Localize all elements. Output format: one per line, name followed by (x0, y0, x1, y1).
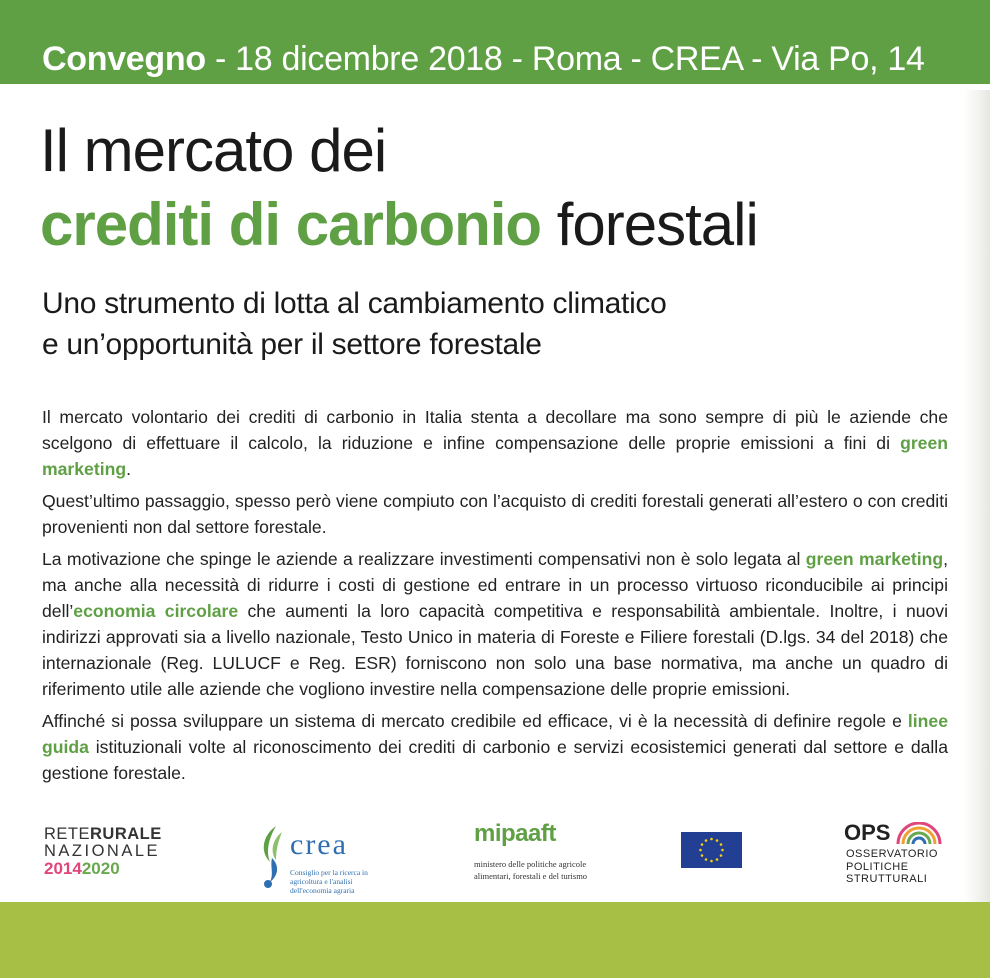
paragraph-3 (42, 546, 948, 702)
ops-sub-2: POLITICHE (846, 860, 909, 873)
p4-highlight: linee guida (42, 711, 948, 757)
p3-text-a: La motivazione che spinge le aziende a realizzare investimenti compensativi non è solo legata al (42, 549, 806, 569)
side-strip (964, 90, 990, 902)
p3-highlight-1: green marketing (805, 549, 944, 569)
p4-text-b: istituzionali volte al riconoscimento dei crediti di carbonio e servizi ecosistemici generati dal settore e dalla gestione forestale. (42, 737, 948, 783)
rrn-rete: RETE (44, 825, 91, 843)
crea-wordmark: crea (290, 828, 348, 861)
rrn-year-end: 2020 (81, 859, 120, 878)
rrn-years (44, 860, 162, 877)
rete-rurale-logo (44, 826, 162, 877)
title-line2 (40, 192, 758, 258)
p3-text-b: , ma anche alla necessità di ridurre i costi di gestione ed entrare in un processo virtuoso riconducibile ai principi dell’ (42, 549, 948, 621)
p1-text: Il mercato volontario dei crediti di carbonio in Italia stenta a decollare ma sono sempre di più le aziende che scelgono di effettuare il calcolo, la riduzione e infine compensazione delle proprie emissioni a fini di (42, 407, 948, 453)
paragraph-1 (42, 404, 948, 482)
mipaaft-wordmark: mipaaft (474, 820, 556, 847)
crea-subtitle: Consiglio per la ricerca in agricoltura e l'analisi dell'economia agraria (290, 868, 368, 895)
rrn-line1 (44, 826, 162, 843)
ops-wordmark: OPS (844, 820, 891, 845)
paragraph-4 (42, 708, 948, 786)
mipaaft-logo (474, 820, 594, 894)
crea-leaf-icon (256, 822, 290, 892)
ops-subtitle (846, 848, 938, 886)
subtitle-line2: e un’opportunità per il settore forestale (42, 328, 542, 361)
ops-logo (840, 820, 950, 894)
header-bar (0, 0, 990, 90)
subtitle-line1: Uno strumento di lotta al cambiamento climatico (42, 287, 667, 320)
p1-end: . (126, 459, 131, 479)
p4-text-a: Affinché si possa sviluppare un sistema di mercato credibile ed efficace, vi è la necessità di definire regole e (42, 711, 908, 731)
title-line1: Il mercato dei (40, 117, 387, 184)
p3-text-c: che aumenti la loro capacità competitiva e responsabilità ambientale. Inoltre, i nuovi indirizzi approvati sia a livello nazionale, Testo Unico in materia di Foreste e Filiere forestali (D.lgs. 34 del 2018) che internazionale (Reg. LULUCF e Reg. ESR) forniscono non solo una base normativa, ma anche un quadro di riferimento utile alle aziende che vogliono investire nella compensazione delle proprie emissioni. (42, 601, 948, 699)
title-rest: forestali (541, 191, 758, 258)
rrn-rurale: RURALE (90, 825, 162, 843)
title-highlight: crediti di carbonio (40, 191, 542, 258)
rrn-year-start: 2014 (44, 859, 82, 878)
event-details: - 18 dicembre 2018 - Roma - CREA - Via Po, 14 (205, 40, 925, 78)
rrn-nazionale: NAZIONALE (44, 842, 161, 860)
paragraph-2: Quest’ultimo passaggio, spesso però viene compiuto con l’acquisto di crediti forestali generati all’estero o con crediti provenienti non dal settore forestale. (42, 491, 948, 537)
crea-logo (256, 822, 386, 896)
event-label: Convegno (42, 40, 206, 78)
ops-sub-1: OSSERVATORIO (846, 848, 938, 860)
body-text (42, 404, 948, 792)
event-info (42, 40, 925, 79)
subtitle (42, 283, 667, 365)
eu-flag-icon (681, 832, 742, 868)
p3-highlight-2: economia circolare (73, 601, 239, 621)
ops-sub-3: STRUTTURALI (846, 873, 928, 885)
mipaaft-subtitle: ministero delle politiche agricole alimentari, forestali e del turismo (474, 859, 588, 881)
footer-bar (0, 902, 990, 978)
ops-rainbow-icon (894, 822, 944, 846)
p1-highlight: green marketing (42, 433, 948, 479)
logo-row (0, 812, 990, 902)
